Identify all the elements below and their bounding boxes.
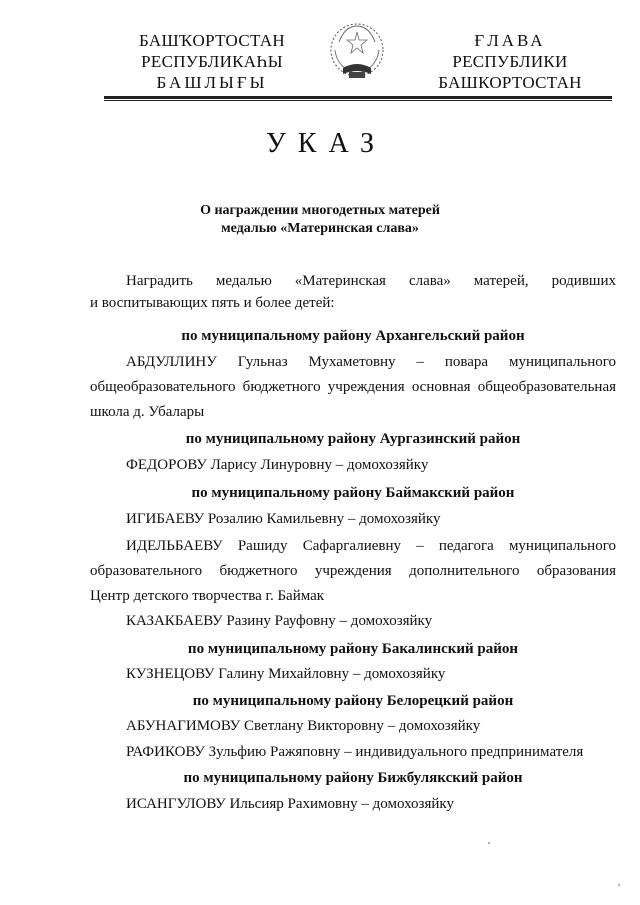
header-right	[410, 30, 610, 93]
district-heading: по муниципальному району Бакалинский район	[187, 641, 519, 657]
header-right-line-3: БАШКОРТОСТАН	[438, 73, 582, 92]
district-heading: по муниципальному району Баймакский район	[191, 485, 515, 501]
award-entry-line: ИДЕЛЬБАЕВУ Рашиду Сафаргалиевну – педагога муниципального	[126, 538, 616, 554]
header-left-line-1: БАШҠОРТОСТАН	[139, 31, 285, 50]
award-entry-line: ИГИБАЕВУ Розалию Камильевну – домохозяйку	[126, 511, 441, 527]
header-rule-thin	[104, 100, 612, 101]
header-left-line-2: РЕСПУБЛИКАҺЫ	[141, 52, 283, 71]
district-heading: по муниципальному району Аургазинский район	[185, 431, 521, 447]
subject-line-2: медалью «Материнская слава»	[221, 221, 419, 236]
district-heading: по муниципальному району Бижбулякский район	[183, 770, 523, 786]
award-entry-line: КАЗАКБАЕВУ Разину Рауфовну – домохозяйку	[126, 613, 433, 629]
document-title: УКАЗ	[265, 128, 387, 159]
scan-speck	[618, 884, 620, 886]
header-right-line-1: ҒЛАВА	[474, 31, 546, 50]
coat-of-arms-emblem-icon	[325, 20, 389, 84]
district-heading: по муниципальному району Белорецкий район	[192, 693, 514, 709]
scan-speck	[488, 842, 490, 844]
district-heading: по муниципальному району Архангельский район	[181, 328, 525, 344]
document-subject	[0, 202, 640, 238]
award-entry-line: РАФИКОВУ Зульфию Ражяповну – индивидуального предпринимателя	[126, 744, 584, 760]
header-left	[112, 30, 312, 93]
award-entry-line: АБУНАГИМОВУ Светлану Викторовну – домохозяйку	[126, 718, 481, 734]
subject-line-1: О награждении многодетных матерей	[200, 203, 440, 218]
award-entry-line: Центр детского творчества г. Баймак	[90, 588, 325, 604]
intro-line-2: и воспитывающих пять и более детей:	[90, 295, 335, 311]
award-entry-line: общеобразовательного бюджетного учреждения основная общеобразовательная	[90, 379, 616, 395]
header-left-line-3: БАШЛЫҒЫ	[156, 73, 268, 92]
header-rule-thick	[104, 96, 612, 99]
award-entry-line: образовательного бюджетного учреждения дополнительного образования	[90, 563, 616, 579]
intro-line-1: Наградить медалью «Материнская слава» матерей, родивших	[126, 273, 616, 289]
award-entry-line: школа д. Убалары	[90, 404, 205, 420]
award-entry-line: ФЕДОРОВУ Ларису Линуровну – домохозяйку	[126, 457, 429, 473]
award-entry-line: АБДУЛЛИНУ Гульназ Мухаметовну – повара муниципального	[126, 354, 616, 370]
award-entry-line: ИСАНГУЛОВУ Ильсияр Рахимовну – домохозяйку	[126, 796, 454, 812]
award-entry-line: КУЗНЕЦОВУ Галину Михайловну – домохозяйку	[126, 666, 446, 682]
header-right-line-2: РЕСПУБЛИКИ	[452, 52, 568, 71]
